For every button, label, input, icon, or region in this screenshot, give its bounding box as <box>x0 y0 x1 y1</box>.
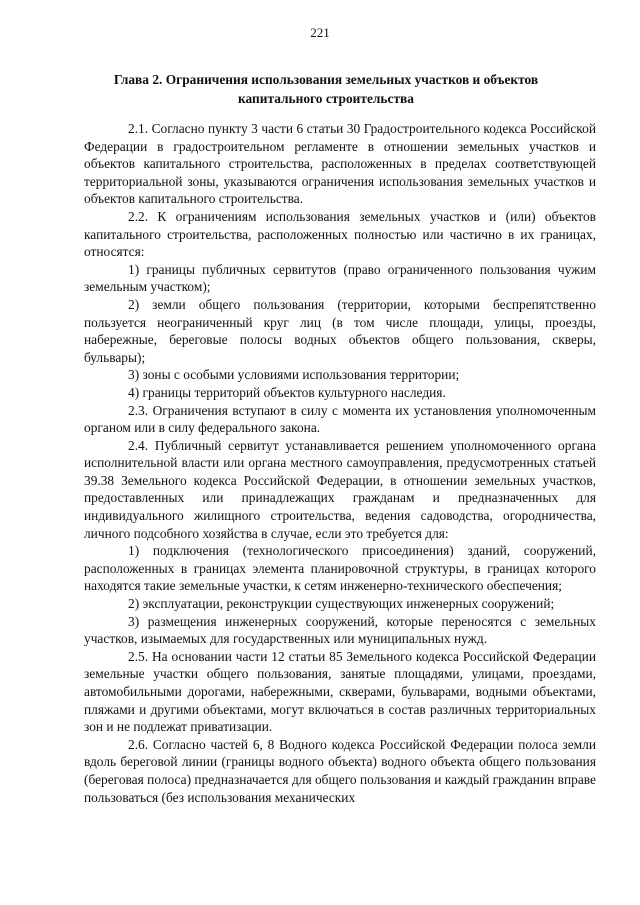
list-item-public-lands: 2) земли общего пользования (территории, которыми беспрепятственно пользуется неограниченный круг лиц (в том числе площади, улицы, проезды, набережные, береговые полосы водных объектов общего пользования, скверы, бульвары); <box>84 296 596 365</box>
list-item-heritage: 4) границы территорий объектов культурного наследия. <box>128 384 446 400</box>
list-item-special-zones: 3) зоны с особыми условиями использования территории; <box>128 367 460 383</box>
list-item-connection: 1) подключения (технологического присоединения) зданий, сооружений, расположенных в границах элемента планировочной структуры, в границах которого находятся такие земельные участки, к сетям инженерно-технического обеспечения; <box>84 543 596 594</box>
paragraph-2-4: 2.4. Публичный сервитут устанавливается решением уполномоченного органа исполнительной власти или органа местного самоуправления, предусмотренных статьей 39.38 Земельного кодекса Российской Федерации, в отношении земельных участков, предоставленных или принадлежащих гражданам и предназначенных для индивидуального жилищного строительства, ведения садоводства, огородничества, личного подсобного хозяйства в случае, если это требуется для: <box>84 437 596 541</box>
chapter-title: Глава 2. Ограничения использования земельных участков и объектов капитального строительства <box>113 72 539 106</box>
paragraph-2-3: 2.3. Ограничения вступают в силу с момента их установления уполномоченным органом или в силу федерального закона. <box>84 402 596 436</box>
paragraph-2-6: 2.6. Согласно частей 6, 8 Водного кодекса Российской Федерации полоса земли вдоль береговой линии (границы водного объекта) водного объекта общего пользования (береговая полоса) предназначается для общего пользования и каждый гражданин вправе пользоваться (без использования механических <box>84 736 596 805</box>
page-number: 221 <box>310 25 330 40</box>
list-item-servitudes: 1) границы публичных сервитутов (право ограниченного пользования чужим земельным участком); <box>84 261 596 295</box>
paragraph-2-5: 2.5. На основании части 12 статьи 85 Земельного кодекса Российской Федерации земельные участки общего пользования, занятые площадями, улицами, проездами, автомобильными дорогами, набережными, скверами, бульварами, водными объектами, пляжами и другими объектами, могут включаться в состав различных территориальных зон и не подлежат приватизации. <box>84 648 596 735</box>
list-item-placement: 3) размещения инженерных сооружений, которые переносятся с земельных участков, изымаемых для государственных или муниципальных нужд. <box>84 613 596 647</box>
paragraph-2-2: 2.2. К ограничениям использования земельных участков и (или) объектов капитального строительства, расположенных полностью или частично в их границах, относятся: <box>84 208 596 260</box>
list-item-exploitation: 2) эксплуатации, реконструкции существующих инженерных сооружений; <box>128 596 555 612</box>
paragraph-2-1: 2.1. Согласно пункту 3 части 6 статьи 30 Градостроительного кодекса Российской Федерации в градостроительном регламенте в отношении земельных участков и объектов капитального строительства, расположенных в пределах соответствующей территориальной зоны, указываются ограничения использования земельных участков и объектов капитального строительства. <box>84 121 596 207</box>
body-text <box>84 120 596 806</box>
